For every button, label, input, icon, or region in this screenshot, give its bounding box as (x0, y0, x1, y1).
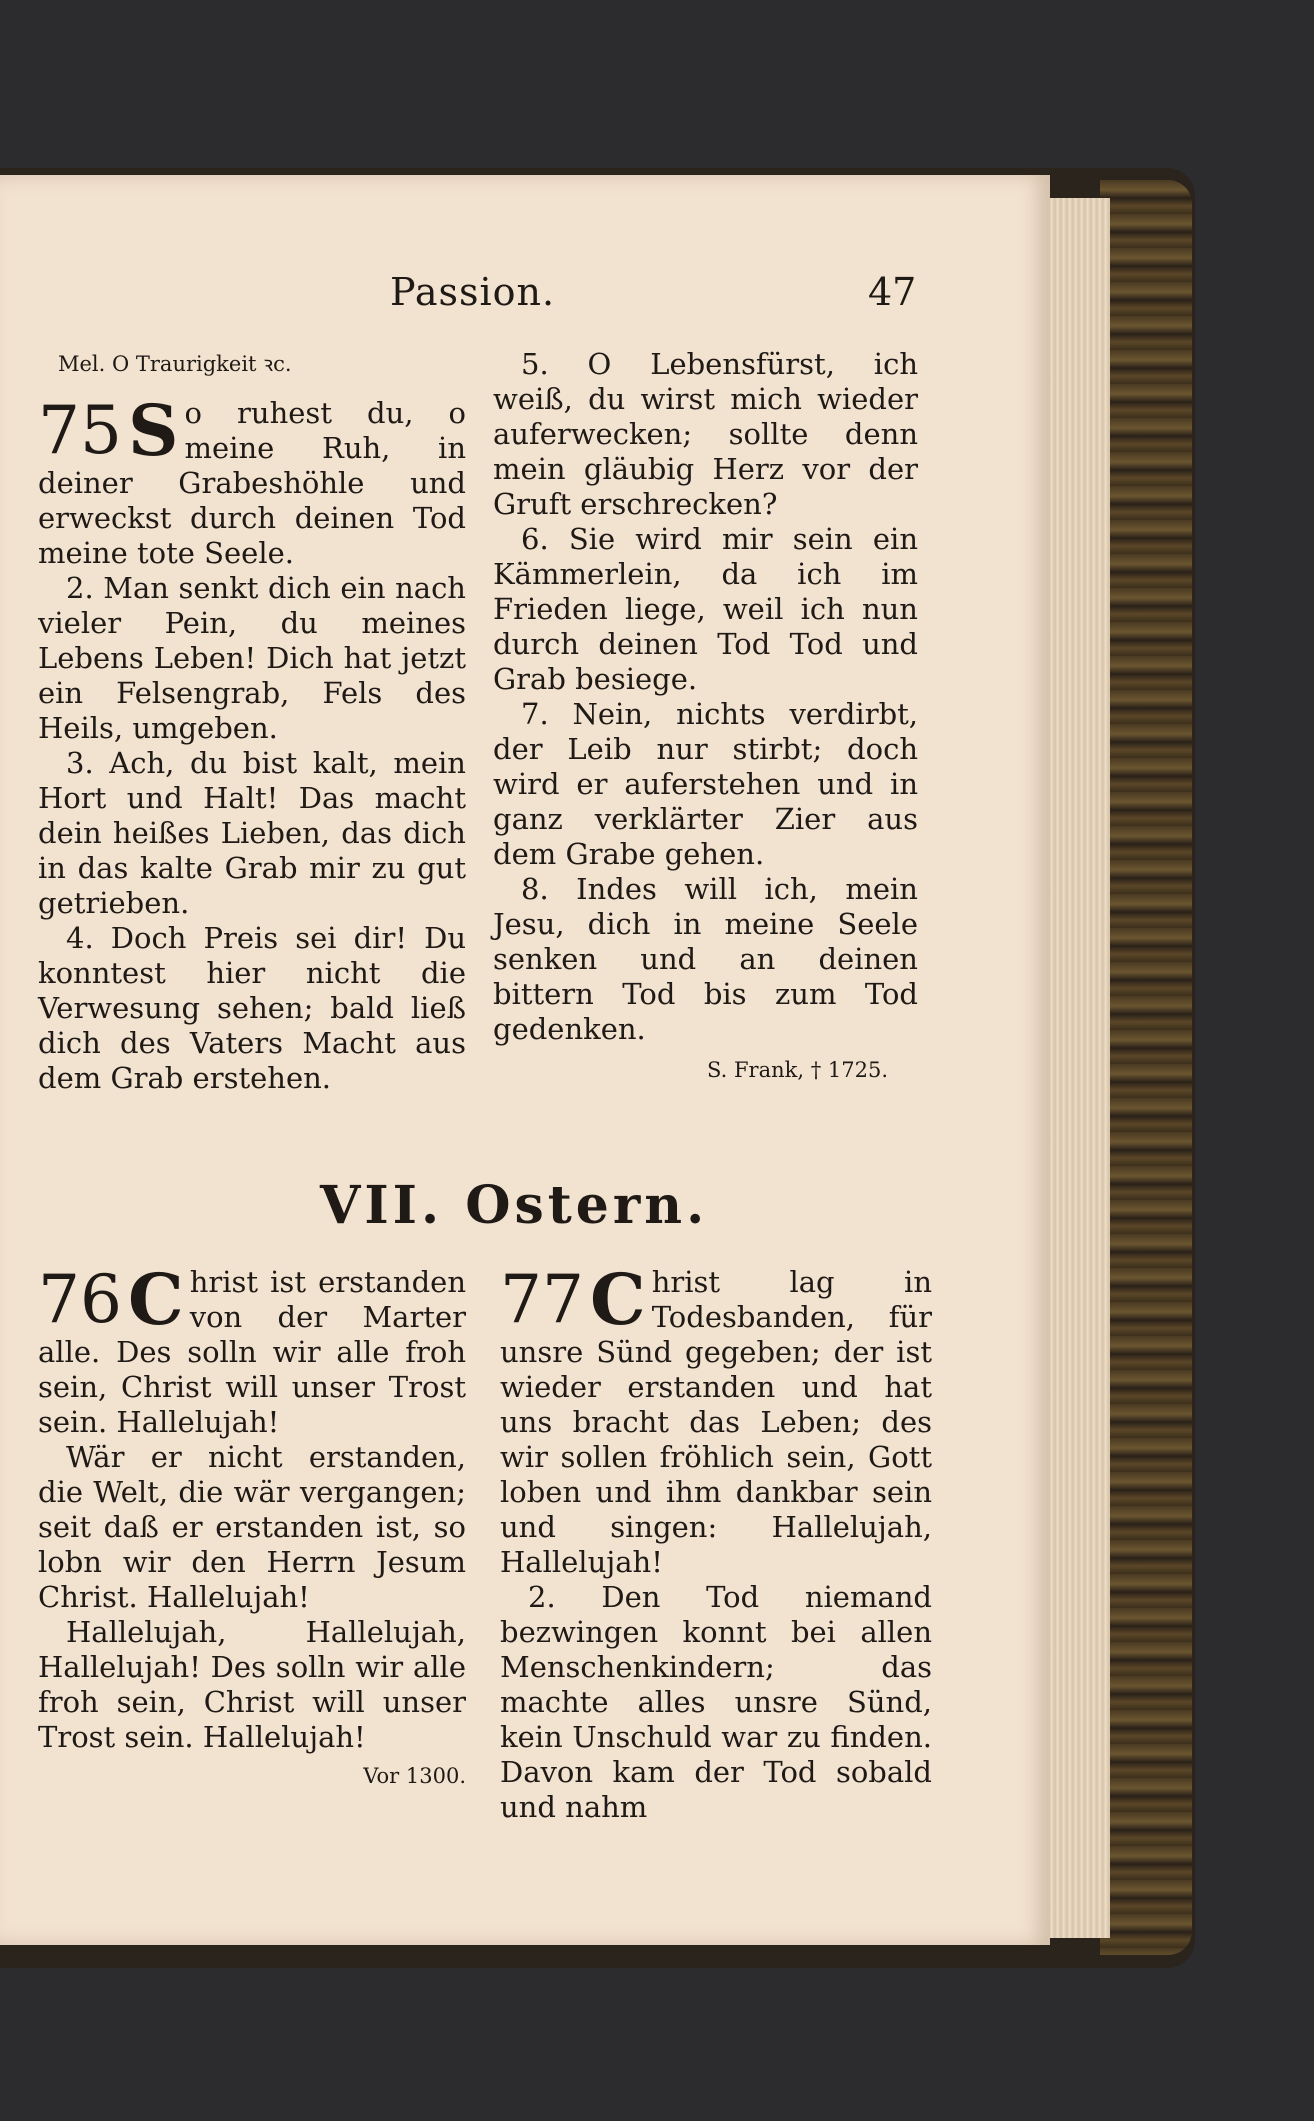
hymn-75-verse-6: 6. Sie wird mir sein ein Kämmerlein, da ich im Frieden liege, weil ich nun durch deinen Tod Tod und Grab besiege. (493, 522, 918, 696)
hymn-77-verse-2: 2. Den Tod niemand bezwingen konnt bei allen Menschenkindern; das machte alles unsre Sünd, kein Unschuld war zu finden. Davon kam der Tod sobald und nahm (500, 1580, 932, 1824)
hymn-76-verse-2: Wär er nicht erstanden, die Welt, die wär vergangen; seit daß er erstanden ist, so lobn wir den Herrn Jesum Christ. Hallelujah! (38, 1440, 466, 1614)
page-edges (1040, 198, 1110, 1938)
hymn-75-verse-1: 75 S o ruhest du, o meine Ruh, in deiner Grabeshöhle und erweckst durch deinen Tod meine tote Seele. (38, 389, 466, 570)
hymn-76-date: Vor 1300. (363, 1764, 466, 1788)
hymn-75-verse-3: 3. Ach, du bist kalt, mein Hort und Halt! Das macht dein heißes Lieben, das dich in das kalte Grab mir zu gut getrieben. (38, 746, 466, 920)
melody-note: Mel. O Traurigkeit ꝛc. (58, 352, 292, 376)
hymn-75-right-column (493, 347, 918, 1088)
hymn-number: 75 (38, 392, 122, 469)
hymn-76 (38, 1258, 466, 1794)
book-page (0, 175, 1050, 1945)
hymn-75-verse-5: 5. O Lebensfürst, ich weiß, du wirst mich wieder auferwecken; sollte denn mein gläubig Herz vor der Gruft erschrecken? (493, 347, 918, 521)
hymn-76-verse-3: Hallelujah, Hallelujah, Hallelujah! Des solln wir alle froh sein, Christ will unser Trost sein. Hallelujah! (38, 1615, 466, 1754)
drop-cap: C (589, 1258, 646, 1341)
hymn-76-verse-1: 76 C hrist ist erstanden von der Marter alle. Des solln wir alle froh sein, Christ will unser Trost sein. Hallelujah! (38, 1258, 466, 1439)
book-edge-decoration (1100, 180, 1192, 1955)
hymn-75-verse-2: 2. Man senkt dich ein nach vieler Pein, du meines Lebens Leben! Dich hat jetzt ein Felsengrab, Fels des Heils, umgeben. (38, 571, 466, 745)
hymn-number: 77 (500, 1261, 584, 1338)
hymn-75-author: S. Frank, † 1725. (706, 1058, 888, 1082)
hymn-77 (500, 1258, 932, 1825)
hymn-75-verse-4: 4. Doch Preis sei dir! Du konntest hier nicht die Verwesung sehen; bald ließ dich des Vaters Macht aus dem Grab erstehen. (38, 921, 466, 1095)
drop-cap: C (127, 1258, 184, 1341)
hymn-77-verse-1: 77 C hrist lag in Todesbanden, für unsre Sünd gegeben; der ist wieder erstanden und hat uns bracht das Leben; des wir sollen fröhlich sein, Gott loben und ihm dankbar sein und singen: Hallelujah, Hallelujah! (500, 1258, 932, 1579)
page-number: 47 (868, 270, 917, 314)
page-header (0, 270, 1050, 320)
drop-cap: S (127, 389, 179, 472)
hymn-75-left-column (38, 347, 466, 1096)
running-title: Passion. (390, 270, 556, 314)
hymn-number: 76 (38, 1261, 122, 1338)
section-heading: VII. Ostern. (320, 1175, 709, 1236)
hymn-75-verse-8: 8. Indes will ich, mein Jesu, dich in meine Seele senken und an deinen bittern Tod bis zum Tod gedenken. (493, 872, 918, 1046)
hymn-75-verse-7: 7. Nein, nichts verdirbt, der Leib nur stirbt; doch wird er auferstehen und in ganz verklärter Zier aus dem Grabe gehen. (493, 697, 918, 871)
